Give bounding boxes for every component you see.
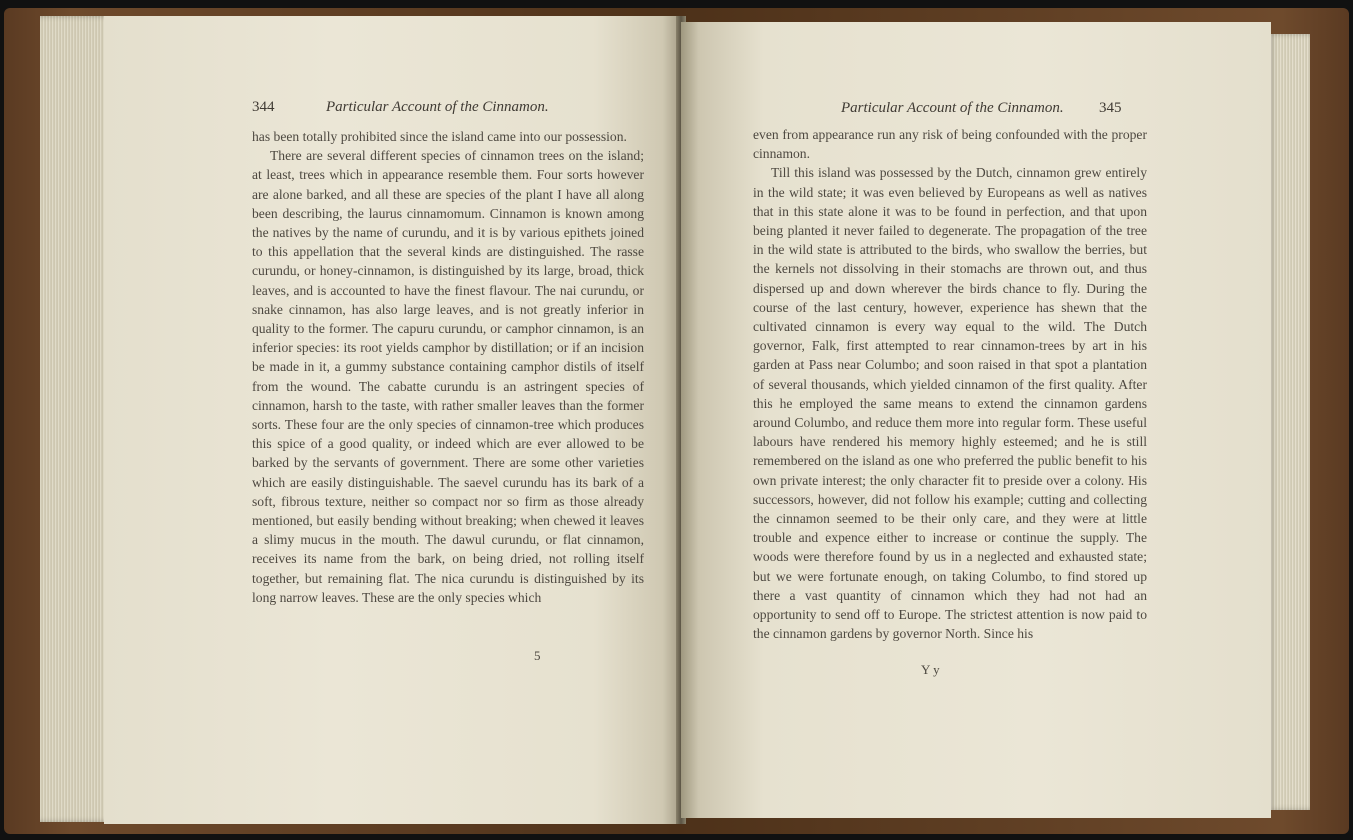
right-page-body: [753, 125, 1147, 643]
right-running-title: Particular Account of the Cinnamon.: [841, 100, 1064, 116]
right-page-edges: [1268, 34, 1310, 810]
right-page: [681, 22, 1271, 818]
left-signature-mark: 5: [534, 648, 541, 663]
left-page-edges: [40, 16, 112, 822]
right-page-number: 345: [1099, 100, 1122, 116]
left-paragraph: has been totally prohibited since the island came into our possession.: [252, 129, 627, 144]
right-signature-mark: Y y: [921, 662, 940, 677]
left-page-body: [252, 127, 644, 607]
left-paragraph: There are several different species of cinnamon trees on the island; at least, trees which in appearance resemble them. Four sorts however are alone barked, and all these are species of the plant I have all along been describing, the laurus cinnamomum. Cinnamon is known among the natives by the name of curundu, and it is by various epithets joined to this appellation that the several kinds are distinguished. The rasse curundu, or honey-cinnamon, is distinguished by its large, broad, thick leaves, and is accounted to have the finest flavour. The nai curundu, or snake cinnamon, has also large leaves, and is not greatly inferior in quality to the former. The capuru curundu, or camphor cinnamon, is an inferior species: its root yields camphor by distillation; or if an incision be made in it, a gummy substance containing camphor distils of itself from the wound. The cabatte curundu is an astringent species of cinnamon, harsh to the taste, with rather smaller leaves than the former sorts. These four are the only species of cinnamon-tree which produces this spice of a good quality, or indeed which are ever allowed to be barked by the servants of government. There are some other varieties which are easily distinguishable. The saevel curundu has its bark of a soft, fibrous texture, neither so compact nor so firm as those already mentioned, but easily bending without breaking; when chewed it leaves a slimy mucus in the mouth. The dawul curundu, or flat cinnamon, receives its name from the bark, on being dried, not rolling itself together, but remaining flat. The nica curundu is distinguished by its long narrow leaves. These are the only species which: [252, 148, 644, 605]
right-paragraph: even from appearance run any risk of being confounded with the proper cinnamon.: [753, 127, 1147, 162]
left-running-title: Particular Account of the Cinnamon.: [326, 99, 549, 115]
right-paragraph: Till this island was possessed by the Dutch, cinnamon grew entirely in the wild state; it was even believed by Europeans as well as natives that in this state alone it was to be found in perfection, and that upon being planted it never failed to degenerate. The propagation of the tree in the wild state is attributed to the birds, who swallow the berries, but the kernels not dissolving in their stomachs are thrown out, and thus dispersed up and down wherever the birds chance to fly. During the course of the last century, however, experience has shewn that the cultivated cinnamon is every way equal to the wild. The Dutch governor, Falk, first attempted to rear cinnamon-trees by art in his garden at Pass near Columbo; and soon raised in that spot a plantation of several thousands, which yielded cinnamon of the first quality. After this he employed the same means to extend the cinnamon gardens around Columbo, and reduce them more into regular form. These useful labours have rendered his memory highly esteemed; and he is still remembered on the island as one who preferred the public benefit to his own private interest; the only character fit to preside over a colony. His successors, however, did not follow his example; cutting and collecting the cinnamon seemed to be their only care, and they were at little trouble and expence either to increase or continue the supply. The woods were therefore found by us in a neglected and exhausted state; but we were fortunate enough, on taking Columbo, to find stored up there a vast quantity of cinnamon which they had not had an opportunity to send off to Europe. The strictest attention is now paid to the cinnamon gardens by governor North. Since his: [753, 165, 1147, 642]
left-page-number: 344: [252, 99, 275, 115]
left-page: [104, 16, 680, 824]
